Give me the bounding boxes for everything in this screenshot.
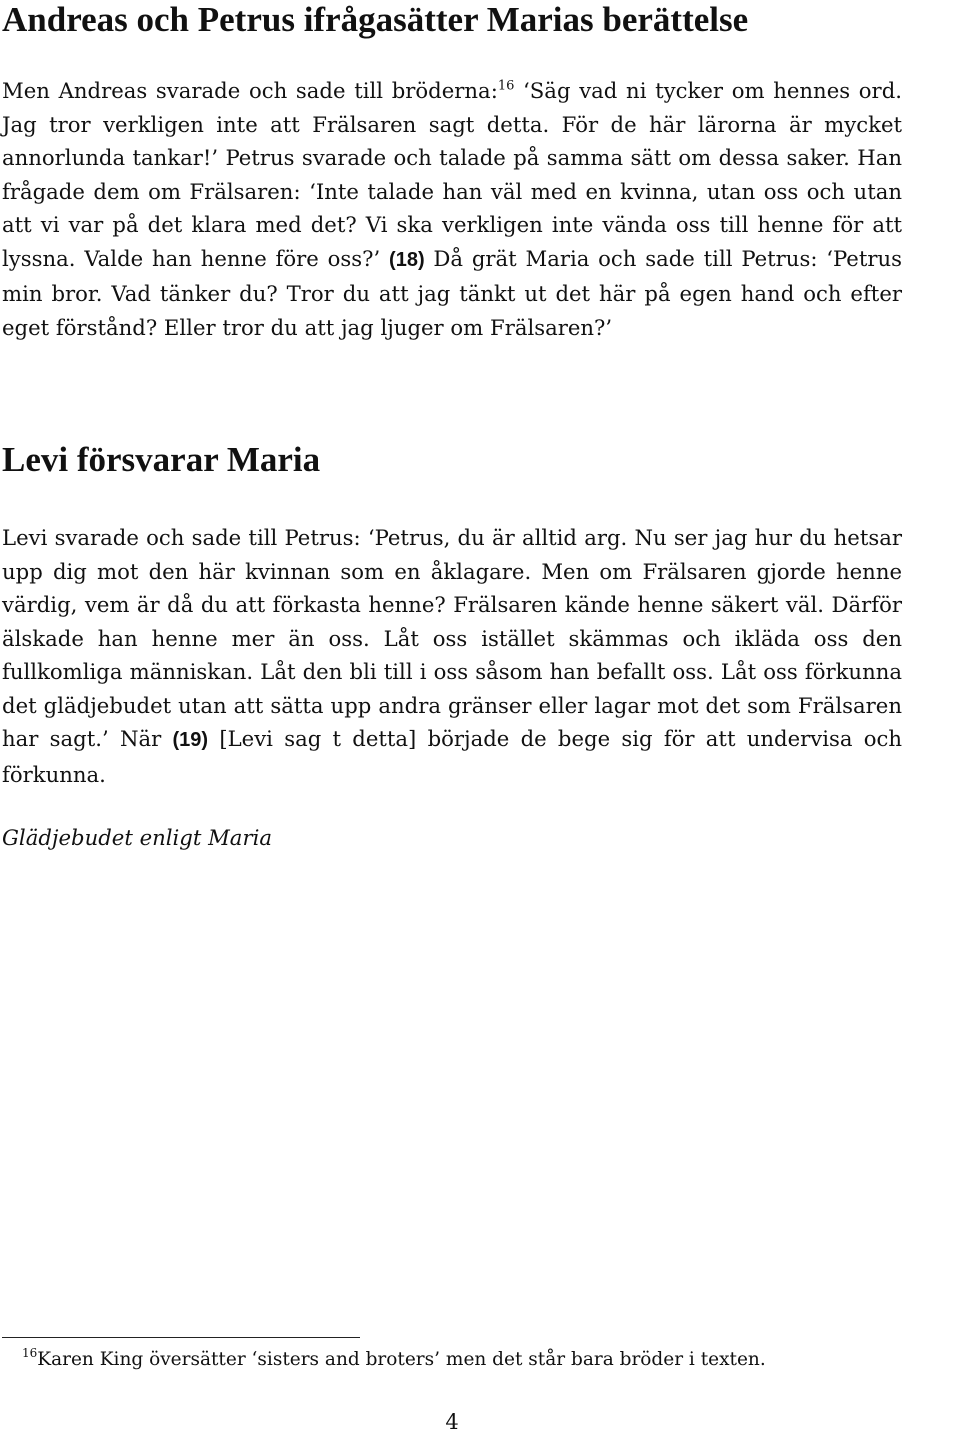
section-title-andreas-petrus: Andreas och Petrus ifrågasätter Marias berättelse: [2, 0, 749, 39]
section-title-levi: Levi försvarar Maria: [2, 440, 321, 479]
paragraph-text: Då grät Maria och sade till Petrus: ‘Petrus min bror. Vad tänker du? Tror du att jag tänkt ut det här på egen hand och efter eget förstånd? Eller tror du att jag ljuger om Frälsaren?’: [2, 245, 903, 340]
footnote-text: Karen King översätter ‘sisters and broters’ men det står bara bröder i texten.: [37, 1349, 766, 1370]
paragraph-andreas-petrus: [2, 74, 902, 344]
page-number: 4: [445, 1410, 459, 1434]
footnote: [22, 1347, 882, 1373]
footnote-marker: 16: [22, 1346, 38, 1361]
paragraph-text: Men Andreas svarade och sade till bröderna:: [2, 78, 498, 103]
verse-reference-19: (19): [172, 729, 209, 751]
footnote-divider: [2, 1337, 360, 1338]
paragraph-text: ‘Säg vad ni tycker om hennes ord. Jag tror verkligen inte att Frälsaren sagt detta. För de här lärorna är mycket annorlunda tankar!’ Petrus svarade och talade på samma sätt om dessa saker. Han frågade dem om Frälsaren: ‘Inte talade han väl med en kvinna, utan oss och utan att vi var på det klara med det? Vi ska verkligen inte vända oss till henne för att lyssna. Valde han henne före oss?’: [2, 78, 902, 271]
paragraph-levi: [2, 521, 902, 791]
paragraph-text: Levi svarade och sade till Petrus: ‘Petrus, du är alltid arg. Nu ser jag hur du hetsar upp dig mot den här kvinnan som en åklagare. Men om Frälsaren gjorde henne värdig, vem är då du att förkasta henne? Frälsaren kände henne säkert väl. Därför älskade han henne mer än oss. Låt oss istället skämmas och ikläda oss den fullkomliga människan. Låt den bli till i oss såsom han befallt oss. Låt oss förkunna det glädjebudet utan att sätta upp andra gränser eller lagar mot det som Frälsaren har sagt.’ När: [2, 525, 902, 751]
paragraph-text: [Levi sag t detta] började de bege sig för att undervisa och förkunna.: [2, 726, 902, 787]
verse-reference-18: (18): [389, 248, 425, 271]
closing-title: Glädjebudet enligt Maria: [2, 825, 272, 850]
footnote-reference[interactable]: 16: [497, 78, 515, 94]
